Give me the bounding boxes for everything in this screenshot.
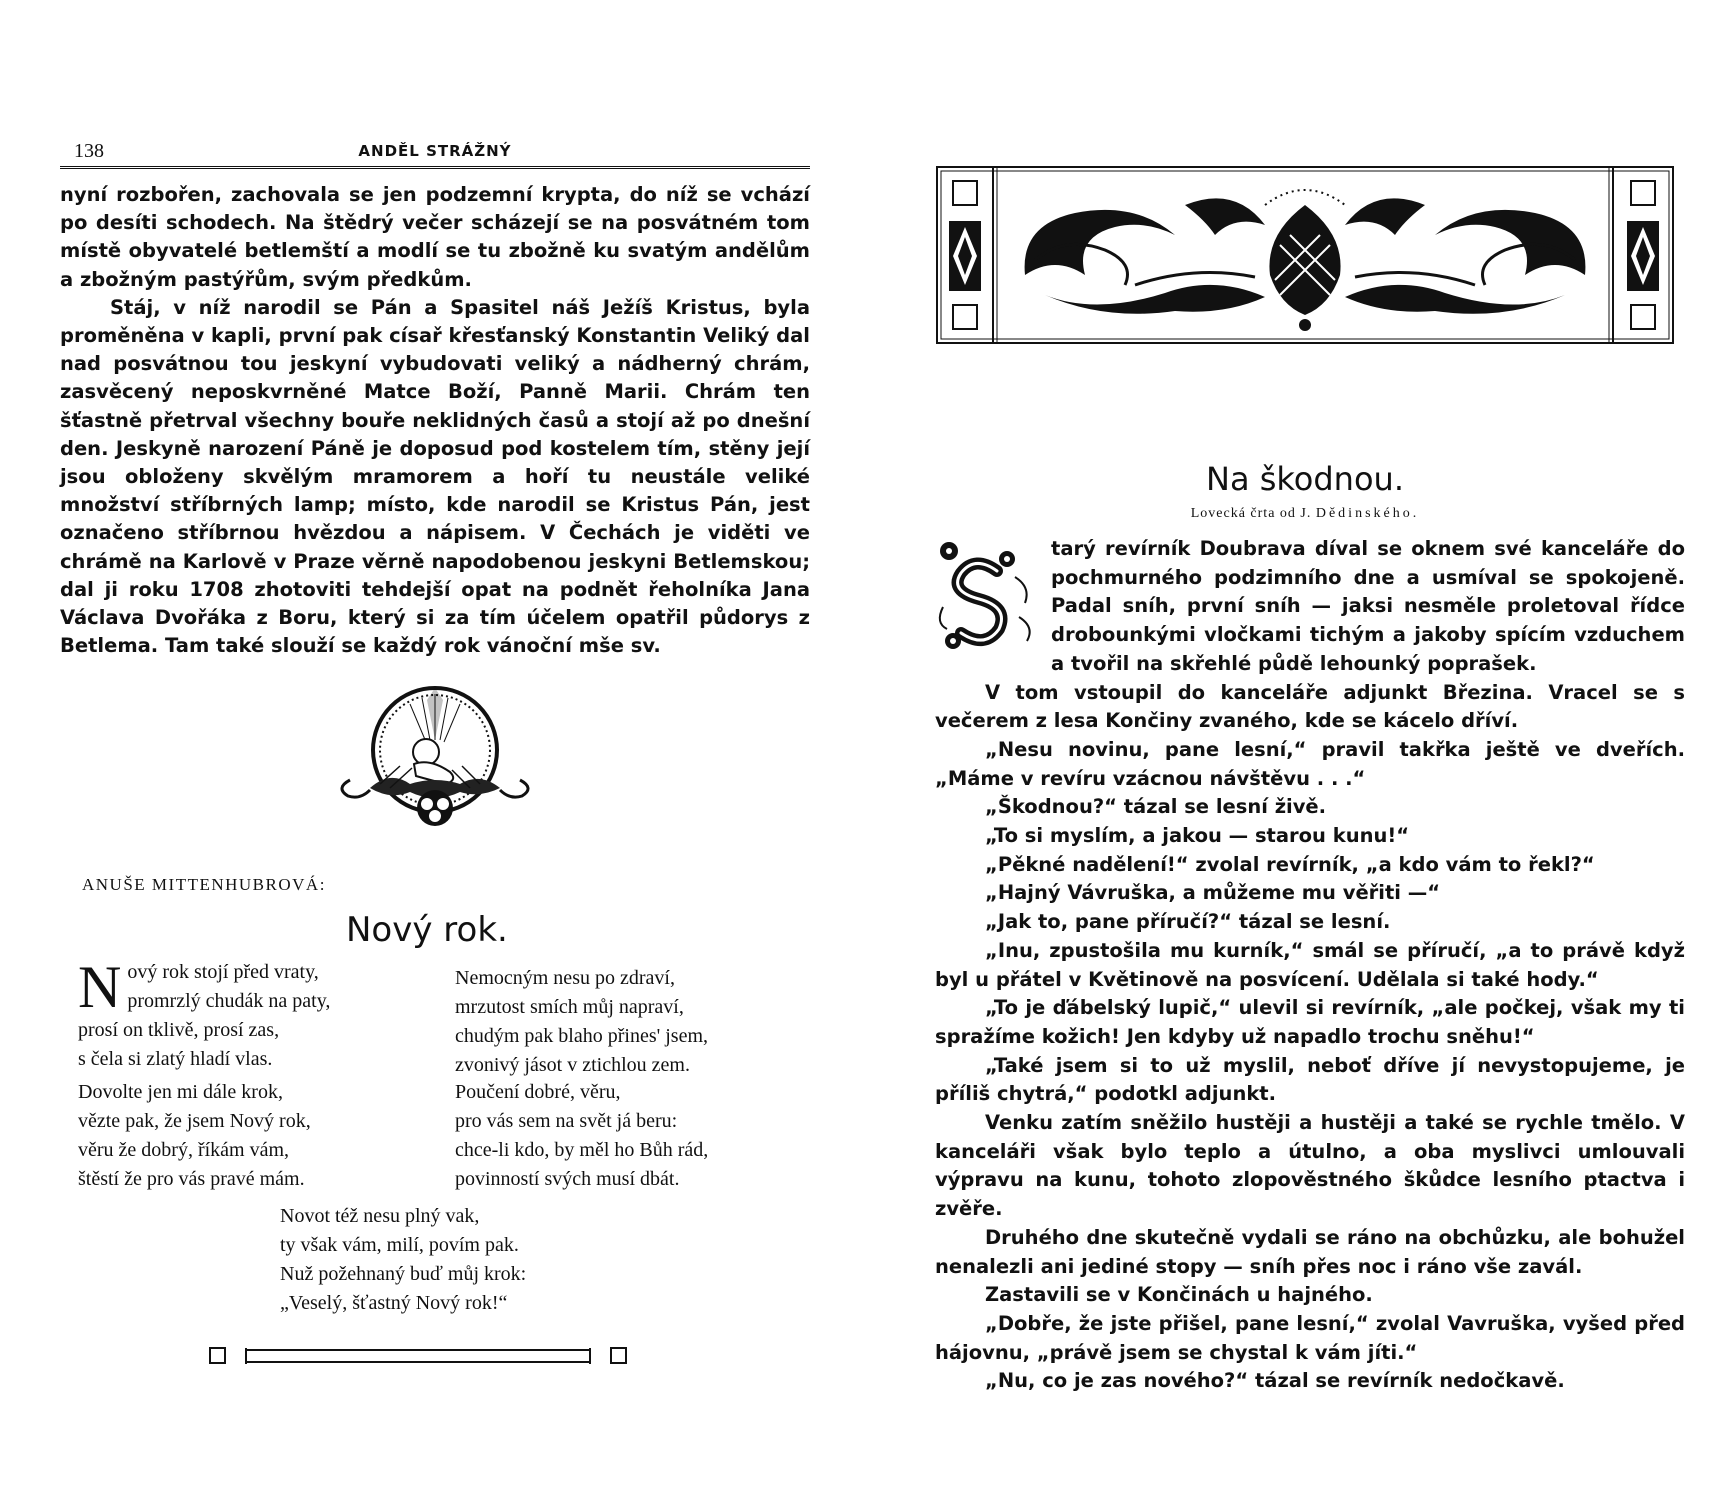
paragraph: „Škodnou?“ tázal se lesní živě. <box>985 795 1327 819</box>
poem-line: štěstí že pro vás pravé mám. <box>78 1168 305 1190</box>
poem-line: ový rok stojí před vraty, <box>127 961 319 983</box>
poem-line: věru že dobrý, říkám vám, <box>78 1139 290 1161</box>
end-ornament-rule <box>208 1345 628 1367</box>
poem-line: Poučení dobré, věru, <box>455 1081 621 1103</box>
paragraph: „To je ďábelský lupič,“ ulevil si revírník, „ale počkej, však my ti spražíme kožich! Jen kdyby už napadlo trochu sněhu!“ <box>935 996 1685 1048</box>
poem-line: chudým pak blaho přines' jsem, <box>455 1025 708 1047</box>
paragraph: „Dobře, že jste přišel, pane lesní,“ zvolal Vavruška, vyšed před hájovnu, „právě jsem se chystal k vám jíti.“ <box>935 1311 1685 1364</box>
paragraph: tarý revírník Doubrava díval se oknem své kanceláře do pochmurného podzimního dne a usmíval se spokojeně. Padal sníh, první sníh — jaksi nesměle proletoval řídce drobounkými vločkami tichým a jakoby spícím vzduchem a tvořil na skřehlé půdě lehounký poprašek. <box>1051 537 1685 675</box>
paragraph: Zastavili se v Končinách u hajného. <box>985 1283 1373 1307</box>
story-title: Na škodnou. <box>1206 460 1404 498</box>
poem-stanza <box>78 954 331 1074</box>
poem-line: Dovolte jen mi dále krok, <box>78 1081 283 1103</box>
poem-line: mrzutost smích můj napraví, <box>455 996 684 1018</box>
paragraph: „Nu, co je zas nového?“ tázal se revírník nedočkavě. <box>985 1369 1565 1393</box>
paragraph: „Inu, zpustošila mu kurník,“ smál se příručí, „a to právě když byl u přátel v Květinově na posvícení. Udělala si také hody.“ <box>935 938 1685 991</box>
poem-stanza <box>280 1202 526 1318</box>
journal-title: ANDĚL STRÁŽNÝ <box>358 142 512 160</box>
paragraph: Druhého dne skutečně vydali se ráno na obchůzku, ale bohužel nenalezli ani jediné stopy — sníh přes noc i ráno vše zavál. <box>935 1225 1685 1278</box>
paragraph: „To si myslím, a jakou — starou kunu!“ <box>985 824 1410 848</box>
drop-cap: N <box>78 954 122 1020</box>
floral-header-ornament <box>935 165 1675 345</box>
christ-child-vignette <box>330 680 540 850</box>
byline-prefix: Lovecká črta od J. <box>1190 506 1312 521</box>
paragraph: V tom vstoupil do kanceláře adjunkt Březina. Vracel se s večerem z lesa Končiny zvaného, kde se kácelo dříví. <box>935 680 1685 733</box>
poem-line: Nuž požehnaný buď můj krok: <box>280 1263 527 1285</box>
paragraph: „Nesu novinu, pane lesní,“ pravil takřka ještě ve dveřích. „Máme v revíru vzácnou návštěvu . . .“ <box>935 737 1685 790</box>
byline-author: Dědinského. <box>1315 506 1420 521</box>
poem-line: prosí on tklivě, prosí zas, <box>78 1019 280 1041</box>
paragraph: „Jak to, pane příručí?“ tázal se lesní. <box>985 910 1391 934</box>
paragraph: „Také jsem si to už myslil, neboť dříve jí nevystopujeme, je příliš chytrá,“ podotkl adjunkt. <box>935 1053 1685 1106</box>
story-byline <box>935 506 1675 522</box>
poem-line: ty však vám, milí, povím pak. <box>280 1234 519 1256</box>
paragraph: Venku zatím sněžilo hustěji a hustěji a také se rychle tmělo. V kanceláři však bylo teplo a útulno, a oba myslivci umlouvali výpravu na kunu, tohoto zlopověstného škůdce lesního ptactva i zvěře. <box>935 1111 1685 1221</box>
poem-stanza <box>78 1078 311 1194</box>
poem-stanza <box>455 964 708 1080</box>
poem-line: promrzlý chudák na paty, <box>127 990 331 1012</box>
poem-line: pro vás sem na svět já beru: <box>455 1110 678 1132</box>
paragraph: nyní rozbořen, zachovala se jen podzemní krypta, do níž se vchází po desíti schodech. Na štědrý večer scházejí se na posvátném tom místě obyvatelé betlemští a modlí se tu zbožně ku svatým andělům a zbožným pastýřům, svým předkům. <box>60 183 810 291</box>
poem-line: vězte pak, že jsem Nový rok, <box>78 1110 311 1132</box>
poem-author: ANUŠE MITTENHUBROVÁ: <box>82 875 326 894</box>
poem-line: Nemocným nesu po zdraví, <box>455 967 675 989</box>
poem-line: chce-li kdo, by měl ho Bůh rád, <box>455 1139 709 1161</box>
poem-line: s čela si zlatý hladí vlas. <box>78 1048 273 1070</box>
story-text <box>935 535 1685 1396</box>
poem-line: „Veselý, šťastný Nový rok!“ <box>280 1292 508 1314</box>
paragraph: „Hajný Vávruška, a můžeme mu věřiti —“ <box>985 881 1441 905</box>
page-number: 138 <box>74 140 104 162</box>
left-page <box>60 140 810 1314</box>
left-prose <box>60 181 810 660</box>
poem-line: zvonivý jásot v ztichlou zem. <box>455 1054 690 1076</box>
poem-line: povinností svých musí dbát. <box>455 1168 680 1190</box>
paragraph: „Pěkné nadělení!“ zvolal revírník, „a kdo vám to řekl?“ <box>985 852 1595 876</box>
ornamental-drop-cap-s <box>935 537 1043 657</box>
running-head <box>60 140 810 169</box>
poem-title: Nový rok. <box>346 910 508 950</box>
poem-line: Novot též nesu plný vak, <box>280 1205 480 1227</box>
poem-stanza <box>455 1078 708 1194</box>
paragraph: Stáj, v níž narodil se Pán a Spasitel náš Ježíš Kristus, byla proměněna v kapli, první pak císař křesťanský Konstantin Veliký dal nad posvátnou tou jeskyní vybudovati veliký a nádherný chrám, zasvěcený neposkvrněné Matce Boží, Panně Marii. Chrám ten šťastně přetrval všechny bouře neklidných časů a stojí až po dnešní den. Jeskyně narození Páně je doposud pod kostelem tím, stěny její jsou obloženy skvělým mramorem a hoří tu neustále veliké množství stříbrných lamp; místo, kde narodil se Kristus Pán, jest označeno stříbrnou hvězdou a nápisem. V Čechách je viděti ve chrámě na Karlově v Praze věrně napodobenou jeskyni Betlemskou; dal ji roku 1708 zhotoviti tehdejší opat na podnět řeholníka Jana Václava Dvořáka z Boru, který si za tím účelem opatřil půdorys z Betlema. Tam také slouží se každý rok vánoční mše sv. <box>60 295 810 658</box>
